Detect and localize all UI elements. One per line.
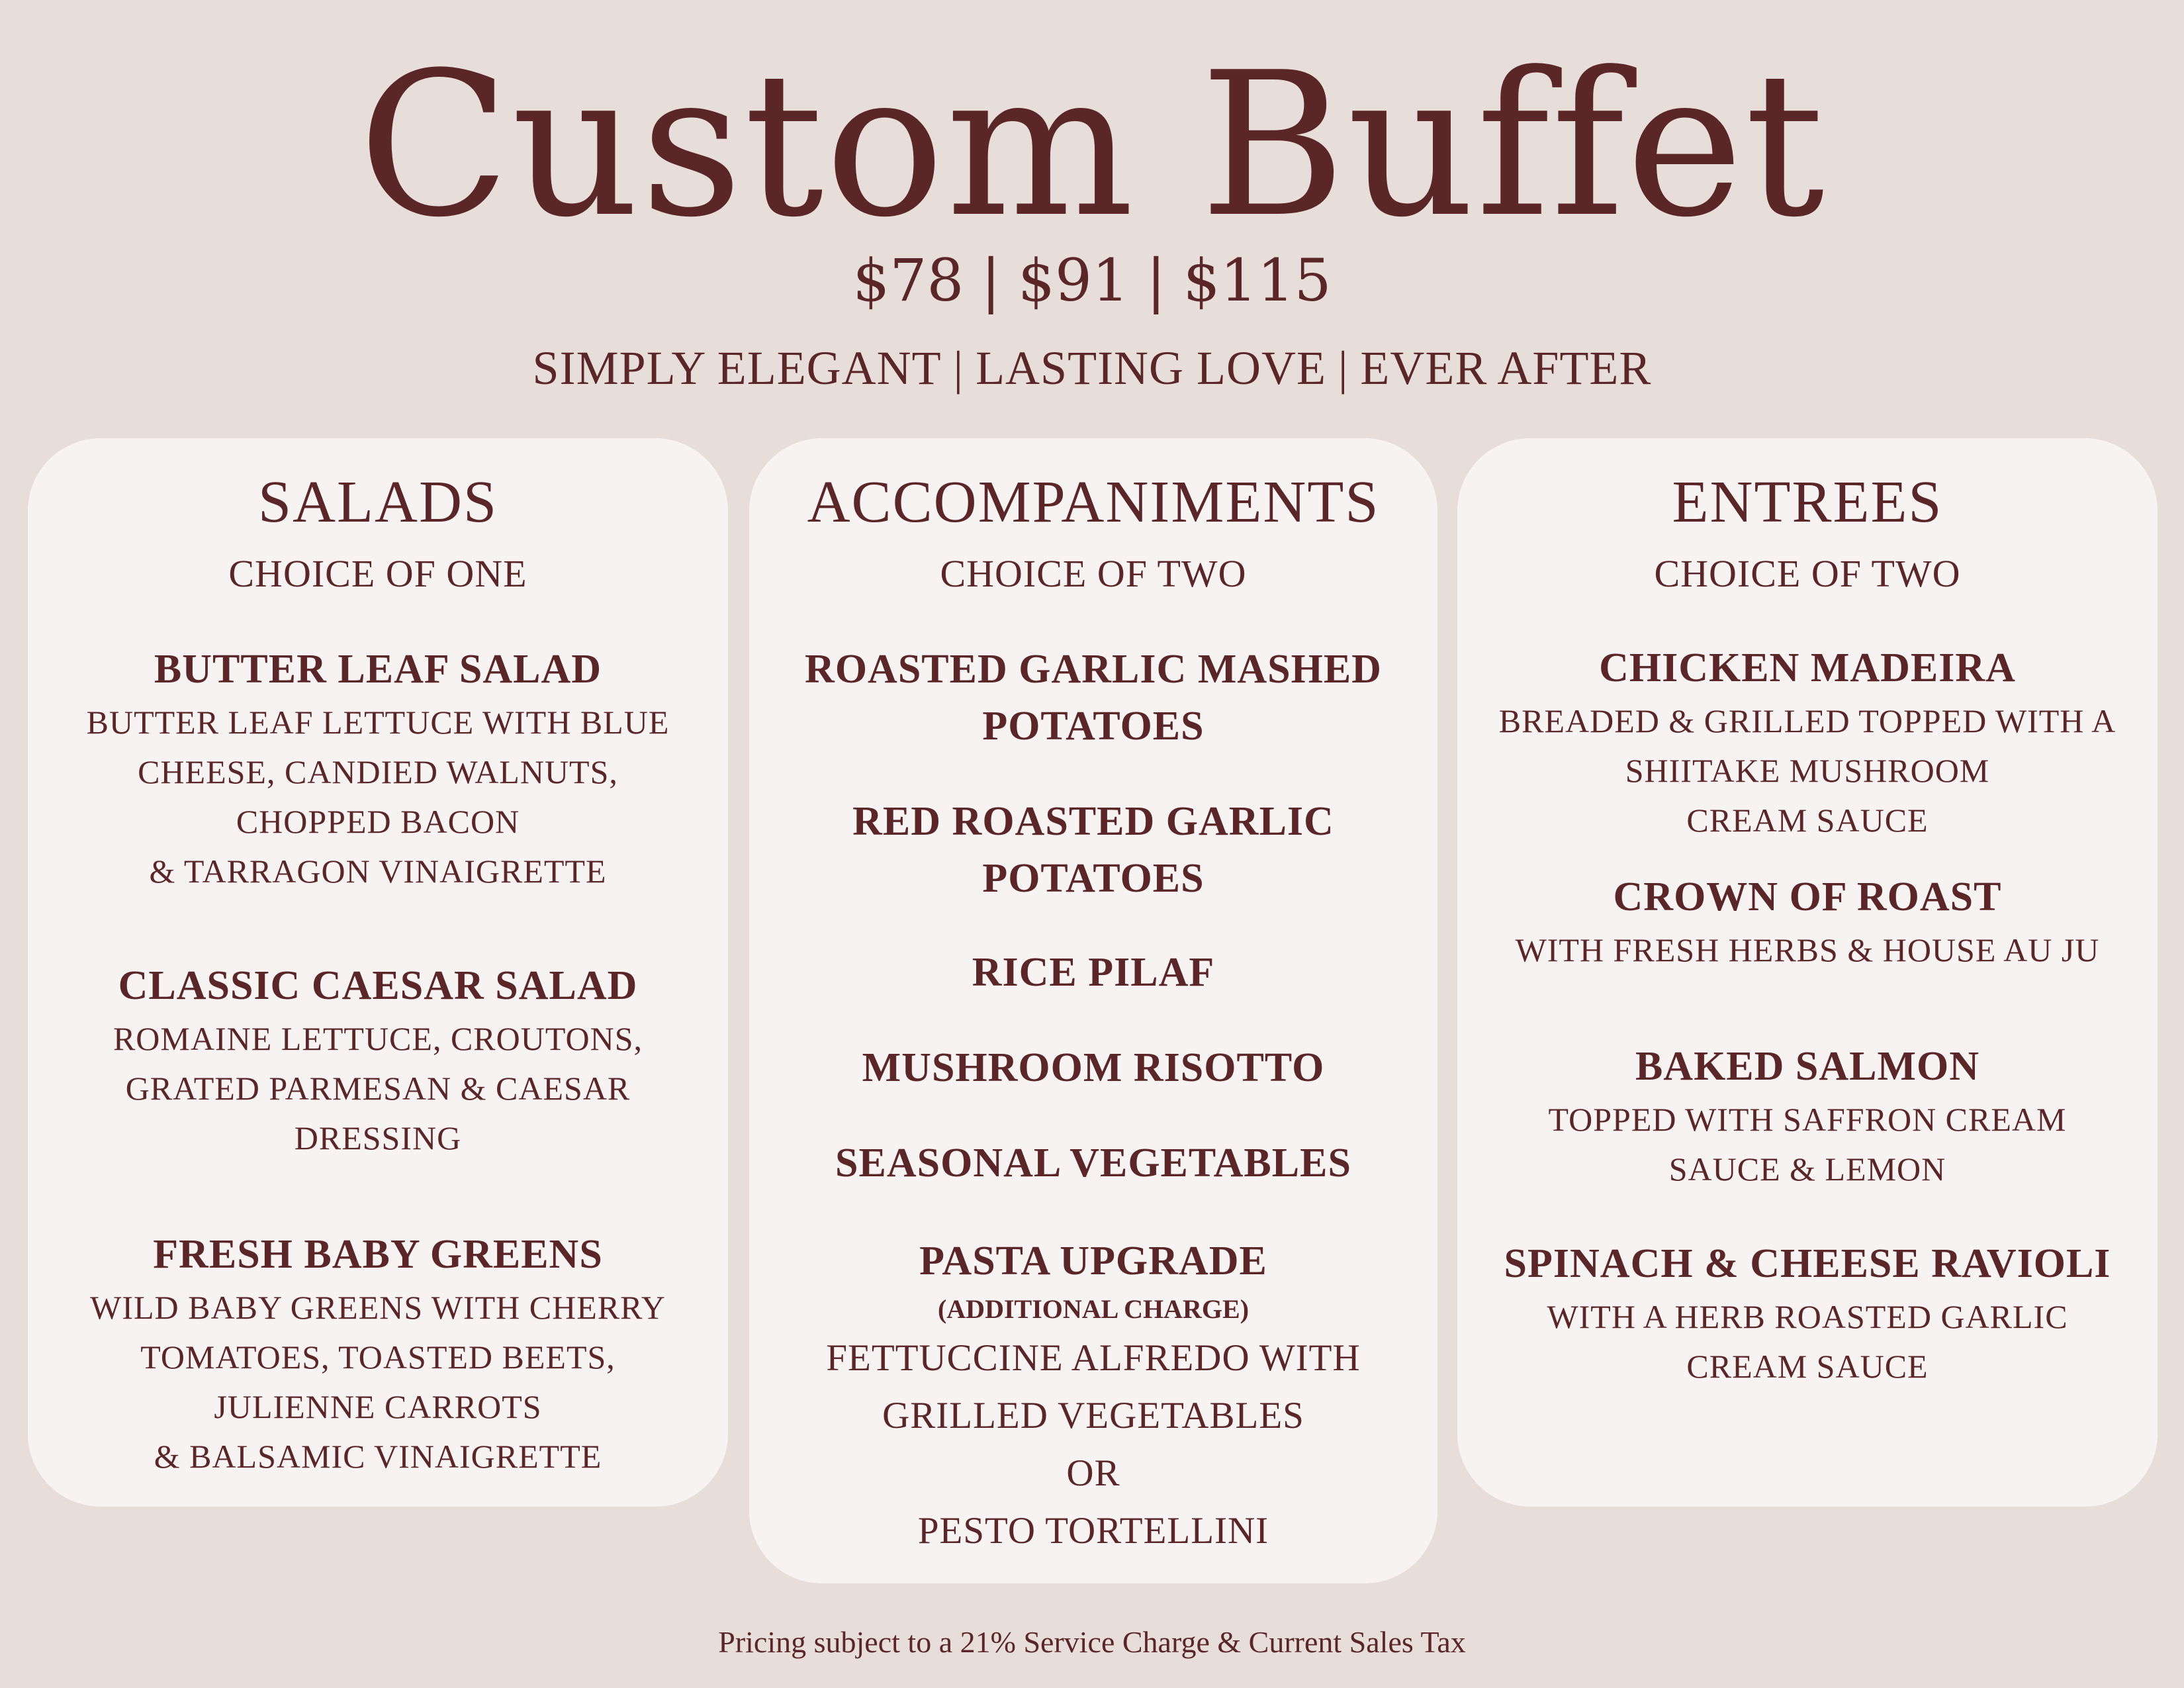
menu-item-desc: SHIITAKE MUSHROOM	[1625, 752, 1990, 789]
menu-item-name: BUTTER LEAF SALAD	[154, 647, 602, 692]
accompaniments-heading: ACCOMPANIMENTS	[807, 469, 1380, 535]
accompaniments-subheading: CHOICE OF TWO	[940, 552, 1247, 595]
menu-item-name: MUSHROOM RISOTTO	[862, 1045, 1325, 1090]
menu-item-name: POTATOES	[982, 856, 1205, 901]
menu-item-name: FRESH BABY GREENS	[153, 1232, 603, 1277]
menu-item-desc: WILD BABY GREENS WITH CHERRY	[90, 1289, 666, 1326]
pasta-upgrade	[749, 1233, 1437, 1560]
menu-item-desc: & TARRAGON VINAIGRETTE	[149, 853, 607, 890]
menu-item-desc: GRILLED VEGETABLES	[882, 1395, 1304, 1436]
menu-item-desc: BUTTER LEAF LETTUCE WITH BLUE	[86, 704, 670, 741]
menu-item-desc: & BALSAMIC VINAIGRETTE	[154, 1438, 602, 1475]
menu-item-name: PASTA UPGRADE	[919, 1239, 1267, 1284]
divider: |	[981, 246, 1001, 314]
menu-item	[1457, 1235, 2158, 1391]
menu-item	[749, 944, 1437, 1001]
tier-name-2: LASTING LOVE	[976, 342, 1326, 395]
menu-item-desc: TOMATOES, TOASTED BEETS,	[140, 1338, 615, 1376]
menu-item	[749, 1135, 1437, 1192]
divider: |	[1146, 246, 1166, 314]
menu-item-desc: CREAM SAUCE	[1686, 1348, 1929, 1385]
pricing-footnote: Pricing subject to a 21% Service Charge & Current Sales Tax	[718, 1625, 1466, 1659]
menu-item-name: CHICKEN MADEIRA	[1599, 645, 2016, 690]
menu-item-name: RED ROASTED GARLIC	[852, 799, 1334, 844]
page-title: Custom Buffet	[358, 30, 1826, 261]
menu-item-desc: SAUCE & LEMON	[1668, 1150, 1946, 1188]
salads-heading: SALADS	[257, 469, 498, 535]
menu-item-name: RICE PILAF	[972, 950, 1215, 995]
menu-item-name: SEASONAL VEGETABLES	[835, 1141, 1351, 1186]
menu-item	[1457, 639, 2158, 845]
entrees-heading: ENTREES	[1672, 469, 1943, 535]
menu-item-desc: OR	[1066, 1452, 1120, 1494]
menu-item-desc: CREAM SAUCE	[1686, 802, 1929, 839]
menu-item-desc: ROMAINE LETTUCE, CROUTONS,	[113, 1020, 643, 1057]
menu-item-desc: PESTO TORTELLINI	[917, 1510, 1269, 1552]
menu-item-name: ROASTED GARLIC MASHED	[805, 647, 1382, 692]
menu-item	[749, 641, 1437, 755]
menu-item-desc: CHEESE, CANDIED WALNUTS,	[138, 753, 618, 790]
menu-item-name: POTATOES	[982, 704, 1205, 749]
menu-item-desc: TOPPED WITH SAFFRON CREAM	[1548, 1101, 2067, 1138]
menu-item	[1457, 1038, 2158, 1194]
menu-item-desc: FETTUCCINE ALFREDO WITH	[826, 1337, 1361, 1379]
entrees-card	[1457, 438, 2158, 1507]
menu-item	[28, 641, 728, 896]
menu-item-name: CROWN OF ROAST	[1613, 874, 2002, 919]
price-tier-3: $115	[1183, 246, 1332, 314]
divider: |	[953, 342, 964, 395]
salads-card	[28, 438, 728, 1507]
menu-item-desc: JULIENNE CARROTS	[214, 1388, 542, 1425]
entrees-subheading: CHOICE OF TWO	[1654, 552, 1961, 595]
menu-item-name: SPINACH & CHEESE RAVIOLI	[1504, 1241, 2111, 1286]
price-list	[0, 246, 2184, 314]
menu-item	[28, 957, 728, 1163]
menu-item	[749, 793, 1437, 907]
menu-item-name: CLASSIC CAESAR SALAD	[118, 963, 638, 1008]
menu-item-desc: BREADED & GRILLED TOPPED WITH A	[1498, 702, 2116, 739]
menu-item	[749, 1039, 1437, 1096]
price-tier-1: $78	[852, 246, 964, 314]
menu-item-name: BAKED SALMON	[1635, 1044, 1980, 1089]
tier-name-1: SIMPLY ELEGANT	[532, 342, 942, 395]
menu-item-desc: CHOPPED BACON	[236, 803, 520, 840]
menu-item-desc: WITH A HERB ROASTED GARLIC	[1547, 1298, 2068, 1335]
divider: |	[1338, 342, 1349, 395]
menu-item-desc: DRESSING	[294, 1119, 462, 1156]
tier-name-3: EVER AFTER	[1360, 342, 1652, 395]
menu-item-desc: WITH FRESH HERBS & HOUSE AU JU	[1515, 931, 2100, 968]
salads-subheading: CHOICE OF ONE	[228, 552, 527, 595]
price-tier-2: $91	[1018, 246, 1129, 314]
additional-charge-note: (ADDITIONAL CHARGE)	[937, 1294, 1250, 1324]
menu-item	[1457, 868, 2158, 975]
menu-item	[28, 1226, 728, 1481]
accompaniments-card	[749, 438, 1437, 1583]
tier-names	[0, 342, 2184, 395]
menu-item-desc: GRATED PARMESAN & CAESAR	[125, 1070, 631, 1107]
